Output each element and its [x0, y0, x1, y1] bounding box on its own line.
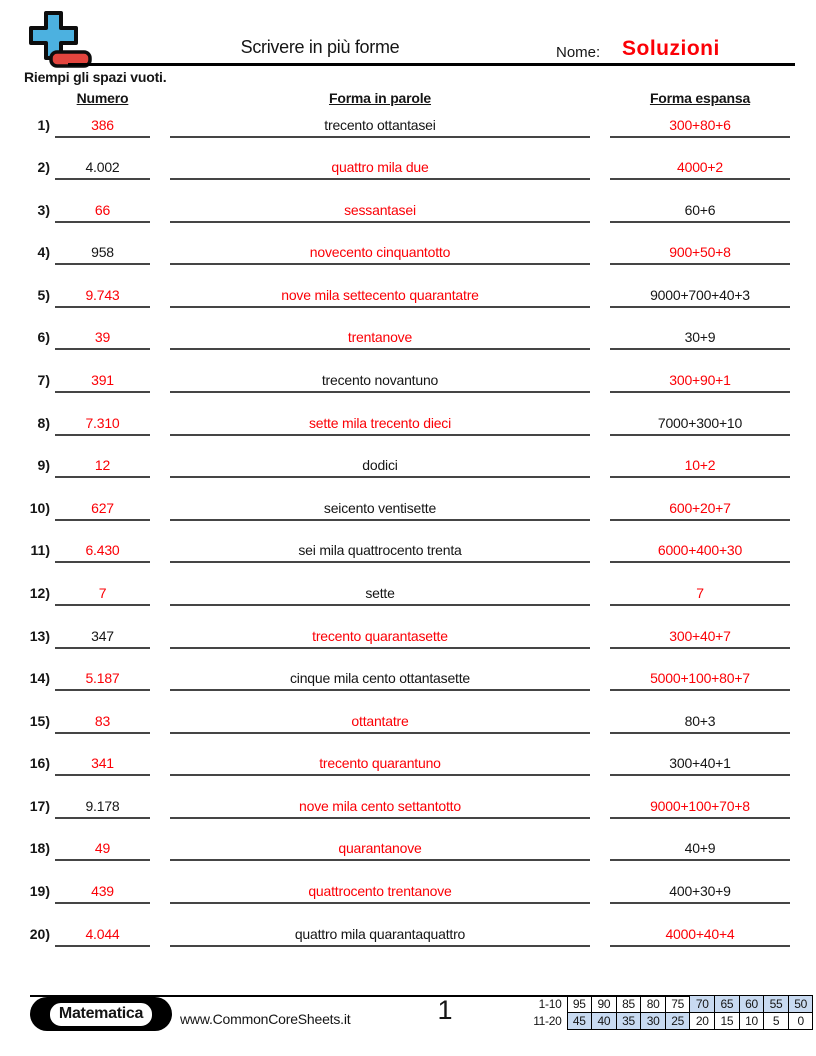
numero-field: 627 [55, 500, 150, 521]
espansa-field: 9000+100+70+8 [610, 798, 790, 819]
numero-field: 4.002 [55, 159, 150, 180]
row-number-label: 13) [29, 627, 50, 644]
parole-field: quattro mila quarantaquattro [170, 926, 590, 947]
column-header-parole: Forma in parole [328, 90, 432, 106]
worksheet-row [0, 322, 816, 365]
score-cell: 35 [616, 1013, 641, 1030]
espansa-field: 300+40+1 [610, 755, 790, 776]
row-number-label: 6) [37, 329, 50, 346]
numero-field: 9.743 [55, 287, 150, 308]
column-header-numero: Numero [76, 90, 129, 106]
parole-field: dodici [170, 457, 590, 478]
brand-badge [30, 997, 172, 1031]
score-cell: 80 [641, 996, 666, 1013]
score-range-label: 11-20 [533, 1014, 562, 1028]
worksheet-row [0, 833, 816, 876]
numero-field: 6.430 [55, 542, 150, 563]
row-number-label: 2) [37, 159, 50, 176]
worksheet-rows [0, 109, 816, 961]
row-number-label: 17) [29, 797, 50, 814]
worksheet-row [0, 109, 816, 152]
parole-field: ottantatre [170, 713, 590, 734]
parole-field: trecento novantuno [170, 372, 590, 393]
row-number-label: 14) [29, 670, 50, 687]
instructions-text: Riempi gli spazi vuoti. [24, 69, 167, 85]
score-cell: 55 [764, 996, 789, 1013]
score-cell: 15 [715, 1013, 740, 1030]
row-number-label: 11) [30, 542, 50, 559]
parole-field: nove mila cento settantotto [170, 798, 590, 819]
score-row [519, 1013, 813, 1030]
score-table [519, 995, 813, 1030]
numero-field: 7 [55, 585, 150, 606]
numero-field: 83 [55, 713, 150, 734]
score-cell: 85 [616, 996, 641, 1013]
score-cell: 0 [788, 1013, 813, 1030]
espansa-field: 900+50+8 [610, 244, 790, 265]
parole-field: quarantanove [170, 840, 590, 861]
row-number-label: 15) [29, 712, 50, 729]
worksheet-row [0, 492, 816, 535]
score-cell: 40 [592, 1013, 617, 1030]
name-label: Nome: [556, 44, 601, 61]
espansa-field: 400+30+9 [610, 883, 790, 904]
numero-field: 341 [55, 755, 150, 776]
score-cell: 75 [665, 996, 690, 1013]
row-number-label: 19) [29, 882, 50, 899]
row-number-label: 10) [29, 499, 50, 516]
parole-field: seicento ventisette [170, 500, 590, 521]
score-cell: 65 [715, 996, 740, 1013]
numero-field: 39 [55, 329, 150, 350]
worksheet-row [0, 577, 816, 620]
row-number-label: 5) [37, 286, 50, 303]
brand-name: Matematica [48, 1001, 154, 1028]
espansa-field: 4000+2 [610, 159, 790, 180]
espansa-field: 4000+40+4 [610, 926, 790, 947]
worksheet-row [0, 279, 816, 322]
numero-field: 9.178 [55, 798, 150, 819]
espansa-field: 9000+700+40+3 [610, 287, 790, 308]
score-row [519, 996, 813, 1013]
worksheet-row [0, 918, 816, 961]
worksheet-row [0, 450, 816, 493]
score-cell: 60 [739, 996, 764, 1013]
row-number-label: 3) [37, 201, 50, 218]
worksheet-row [0, 364, 816, 407]
espansa-field: 40+9 [610, 840, 790, 861]
row-number-label: 18) [29, 840, 50, 857]
page-number: 1 [437, 995, 453, 1025]
page-title: Scrivere in più forme [240, 37, 400, 57]
espansa-field: 300+80+6 [610, 117, 790, 138]
numero-field: 958 [55, 244, 150, 265]
parole-field: sette [170, 585, 590, 606]
espansa-field: 30+9 [610, 329, 790, 350]
numero-field: 5.187 [55, 670, 150, 691]
score-table-body [519, 996, 813, 1030]
parole-field: cinque mila cento ottantasette [170, 670, 590, 691]
numero-field: 391 [55, 372, 150, 393]
numero-field: 66 [55, 202, 150, 223]
row-number-label: 9) [37, 457, 50, 474]
score-cell: 20 [690, 1013, 715, 1030]
espansa-field: 300+90+1 [610, 372, 790, 393]
parole-field: sessantasei [170, 202, 590, 223]
worksheet-row [0, 663, 816, 706]
worksheet-row [0, 748, 816, 791]
espansa-field: 5000+100+80+7 [610, 670, 790, 691]
parole-field: quattro mila due [170, 159, 590, 180]
numero-field: 12 [55, 457, 150, 478]
numero-field: 4.044 [55, 926, 150, 947]
numero-field: 347 [55, 628, 150, 649]
parole-field: quattrocento trentanove [170, 883, 590, 904]
row-number-label: 12) [29, 584, 50, 601]
parole-field: trentanove [170, 329, 590, 350]
worksheet-row [0, 194, 816, 237]
espansa-field: 600+20+7 [610, 500, 790, 521]
score-cell: 30 [641, 1013, 666, 1030]
row-number-label: 7) [37, 372, 50, 389]
numero-field: 49 [55, 840, 150, 861]
worksheet-row [0, 407, 816, 450]
parole-field: sei mila quattrocento trenta [170, 542, 590, 563]
header-divider [68, 63, 795, 66]
numero-field: 439 [55, 883, 150, 904]
score-cell: 5 [764, 1013, 789, 1030]
worksheet-row [0, 152, 816, 195]
plus-minus-logo-icon [22, 10, 96, 70]
parole-field: nove mila settecento quarantatre [170, 287, 590, 308]
row-number-label: 8) [37, 414, 50, 431]
score-range-label: 1-10 [538, 997, 562, 1011]
worksheet-row [0, 790, 816, 833]
espansa-field: 7 [610, 585, 790, 606]
parole-field: novecento cinquantotto [170, 244, 590, 265]
parole-field: trecento quarantuno [170, 755, 590, 776]
row-number-label: 4) [37, 244, 50, 261]
espansa-field: 6000+400+30 [610, 542, 790, 563]
worksheet-row [0, 620, 816, 663]
numero-field: 7.310 [55, 415, 150, 436]
parole-field: trecento ottantasei [170, 117, 590, 138]
worksheet-row [0, 237, 816, 280]
numero-field: 386 [55, 117, 150, 138]
row-number-label: 1) [37, 116, 50, 133]
score-cell: 95 [567, 996, 592, 1013]
espansa-field: 60+6 [610, 202, 790, 223]
score-cell: 25 [665, 1013, 690, 1030]
worksheet-row [0, 705, 816, 748]
espansa-field: 10+2 [610, 457, 790, 478]
espansa-field: 300+40+7 [610, 628, 790, 649]
column-header-espansa: Forma espansa [649, 90, 751, 106]
name-value-solutions: Soluzioni [622, 37, 720, 60]
row-number-label: 20) [29, 925, 50, 942]
score-cell: 90 [592, 996, 617, 1013]
score-cell: 10 [739, 1013, 764, 1030]
worksheet-row [0, 875, 816, 918]
row-number-label: 16) [29, 755, 50, 772]
score-cell: 45 [567, 1013, 592, 1030]
worksheet-row [0, 535, 816, 578]
parole-field: sette mila trecento dieci [170, 415, 590, 436]
parole-field: trecento quarantasette [170, 628, 590, 649]
site-url: www.CommonCoreSheets.it [180, 1011, 351, 1027]
score-cell: 70 [690, 996, 715, 1013]
espansa-field: 80+3 [610, 713, 790, 734]
score-cell: 50 [788, 996, 813, 1013]
espansa-field: 7000+300+10 [610, 415, 790, 436]
